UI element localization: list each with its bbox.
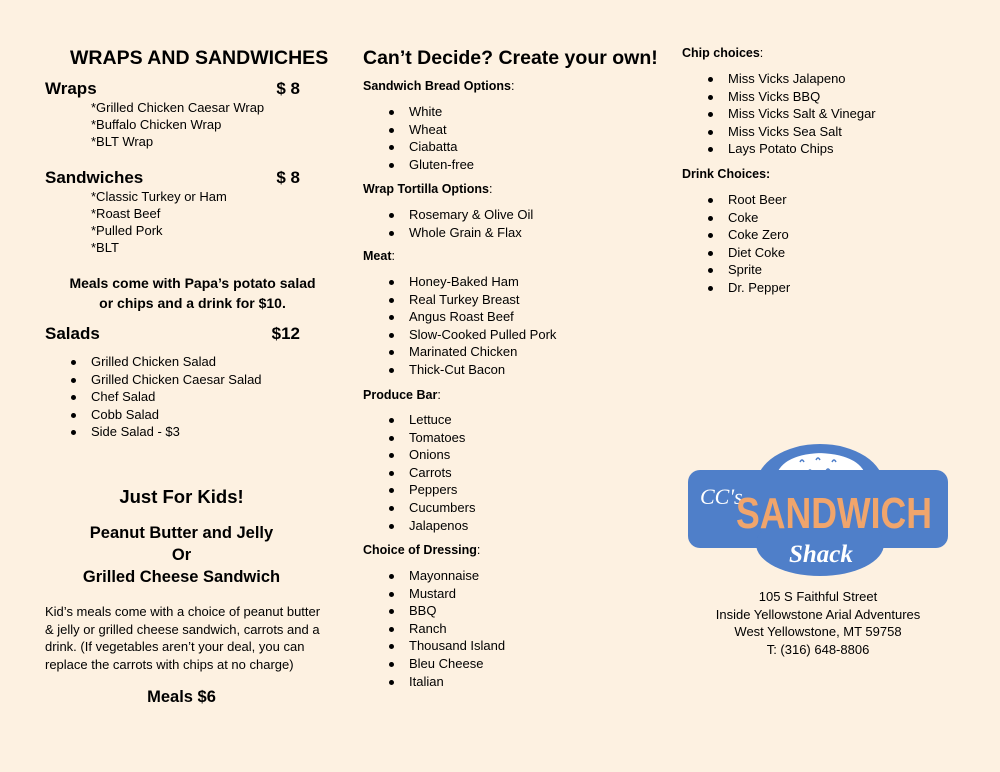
- meat-heading: Meat:: [363, 249, 395, 263]
- section-title: Can’t Decide? Create your own!: [363, 47, 658, 69]
- tortilla-list: [363, 206, 533, 241]
- list-item: Lettuce: [363, 411, 475, 429]
- list-item: Gluten-free: [363, 156, 474, 174]
- list-item: *Buffalo Chicken Wrap: [91, 117, 222, 132]
- list-item: *Grilled Chicken Caesar Wrap: [91, 100, 265, 115]
- list-item: Miss Vicks Salt & Vinegar: [682, 105, 876, 123]
- sandwiches-list: [91, 188, 227, 256]
- meat-list: [363, 273, 556, 379]
- address-line: Inside Yellowstone Arial Adventures: [715, 606, 921, 622]
- dressing-heading: Choice of Dressing:: [363, 543, 481, 557]
- logo-text-main: SANDWICH: [736, 489, 932, 538]
- list-item: Coke: [682, 209, 790, 227]
- logo-text-cc: CC's: [700, 484, 743, 509]
- list-item: Dr. Pepper: [682, 279, 790, 297]
- bread-heading: Sandwich Bread Options:: [363, 79, 515, 93]
- drinks-heading: [682, 167, 770, 181]
- salads-price: $12: [271, 324, 300, 343]
- list-item: Miss Vicks BBQ: [682, 88, 876, 106]
- list-item: Ciabatta: [363, 138, 474, 156]
- bread-label: Sandwich Bread Options: [363, 79, 511, 93]
- kids-option-line: Or: [171, 546, 192, 564]
- kids-option-line: Grilled Cheese Sandwich: [82, 568, 281, 586]
- produce-heading: Produce Bar:: [363, 388, 441, 402]
- list-item: Whole Grain & Flax: [363, 224, 533, 242]
- wraps-list: [91, 99, 264, 150]
- list-item: Rosemary & Olive Oil: [363, 206, 533, 224]
- list-item: Root Beer: [682, 191, 790, 209]
- list-item: BBQ: [363, 602, 505, 620]
- kids-price: Meals $6: [147, 688, 216, 706]
- meat-label: Meat: [363, 249, 392, 263]
- list-item: White: [363, 103, 474, 121]
- wraps-label: Wraps: [45, 79, 97, 98]
- produce-label: Produce Bar: [363, 388, 438, 402]
- list-item: Onions: [363, 446, 475, 464]
- tortilla-heading: Wrap Tortilla Options:: [363, 182, 493, 196]
- list-item: Lays Potato Chips: [682, 140, 876, 158]
- kids-option-line: Peanut Butter and Jelly: [89, 524, 274, 542]
- list-item: Miss Vicks Jalapeno: [682, 70, 876, 88]
- meal-note-line: Meals come with Papa’s potato salad: [69, 275, 316, 291]
- kids-title: Just For Kids!: [119, 486, 244, 507]
- list-item: Cobb Salad: [45, 406, 262, 424]
- list-item: Chef Salad: [45, 388, 262, 406]
- list-item: Mayonnaise: [363, 567, 505, 585]
- list-item: Italian: [363, 673, 505, 691]
- dressing-list: [363, 567, 505, 690]
- address-line: West Yellowstone, MT 59758: [734, 624, 902, 639]
- chips-heading: Chip choices:: [682, 46, 764, 60]
- list-item: *Roast Beef: [91, 206, 161, 221]
- bread-list: [363, 103, 474, 173]
- list-item: Sprite: [682, 261, 790, 279]
- wraps-heading: [45, 79, 300, 99]
- list-item: Miss Vicks Sea Salt: [682, 123, 876, 141]
- list-item: Slow-Cooked Pulled Pork: [363, 326, 556, 344]
- list-item: *Classic Turkey or Ham: [91, 189, 227, 204]
- paragraph-line: Kid’s meals come with a choice of peanut butter: [45, 604, 321, 619]
- list-item: Coke Zero: [682, 226, 790, 244]
- meal-note-line: or chips and a drink for $10.: [99, 295, 286, 311]
- list-item: Diet Coke: [682, 244, 790, 262]
- salads-list: [45, 353, 262, 441]
- list-item: Wheat: [363, 121, 474, 139]
- produce-list: [363, 411, 475, 534]
- chips-label: Chip choices: [682, 46, 760, 60]
- paragraph-line: drink. (If vegetables aren’t your deal, you can: [45, 639, 305, 654]
- list-item: Peppers: [363, 481, 475, 499]
- list-item: Tomatoes: [363, 429, 475, 447]
- list-item: Honey-Baked Ham: [363, 273, 556, 291]
- list-item: Side Salad - $3: [45, 423, 262, 441]
- tortilla-label: Wrap Tortilla Options: [363, 182, 489, 196]
- list-item: Grilled Chicken Salad: [45, 353, 262, 371]
- dressing-label: Choice of Dressing: [363, 543, 477, 557]
- list-item: Carrots: [363, 464, 475, 482]
- list-item: Bleu Cheese: [363, 655, 505, 673]
- list-item: Thousand Island: [363, 637, 505, 655]
- sandwich-shack-logo: [688, 440, 950, 578]
- meal-note: [45, 273, 340, 313]
- list-item: Cucumbers: [363, 499, 475, 517]
- sandwiches-heading: [45, 168, 300, 188]
- list-item: Thick-Cut Bacon: [363, 361, 556, 379]
- drinks-label: Drink Choices:: [682, 167, 771, 181]
- sandwiches-label: Sandwiches: [45, 168, 144, 187]
- paragraph-line: replace the carrots with chips at no charge): [45, 656, 294, 672]
- chips-list: [682, 70, 876, 158]
- wraps-price: $ 8: [276, 79, 300, 98]
- address-line: 105 S Faithful Street: [758, 589, 878, 604]
- drinks-list: [682, 191, 790, 297]
- address-block: [682, 588, 954, 658]
- list-item: *Pulled Pork: [91, 223, 163, 238]
- kids-options: [45, 522, 318, 588]
- phone-line: T: (316) 648-8806: [766, 641, 870, 657]
- list-item: *BLT: [91, 240, 119, 255]
- salads-label: Salads: [45, 324, 100, 343]
- list-item: Marinated Chicken: [363, 343, 556, 361]
- logo-text-sub: Shack: [789, 541, 853, 568]
- list-item: Real Turkey Breast: [363, 291, 556, 309]
- list-item: Angus Roast Beef: [363, 308, 556, 326]
- list-item: Jalapenos: [363, 517, 475, 535]
- kids-description: [45, 603, 335, 673]
- paragraph-line: & jelly or grilled cheese sandwich, carrots and a: [45, 621, 320, 637]
- list-item: *BLT Wrap: [91, 134, 154, 149]
- sandwiches-price: $ 8: [276, 168, 300, 187]
- section-title: WRAPS AND SANDWICHES: [70, 47, 329, 69]
- salads-heading: [45, 324, 300, 344]
- list-item: Ranch: [363, 620, 505, 638]
- list-item: Grilled Chicken Caesar Salad: [45, 371, 262, 389]
- list-item: Mustard: [363, 585, 505, 603]
